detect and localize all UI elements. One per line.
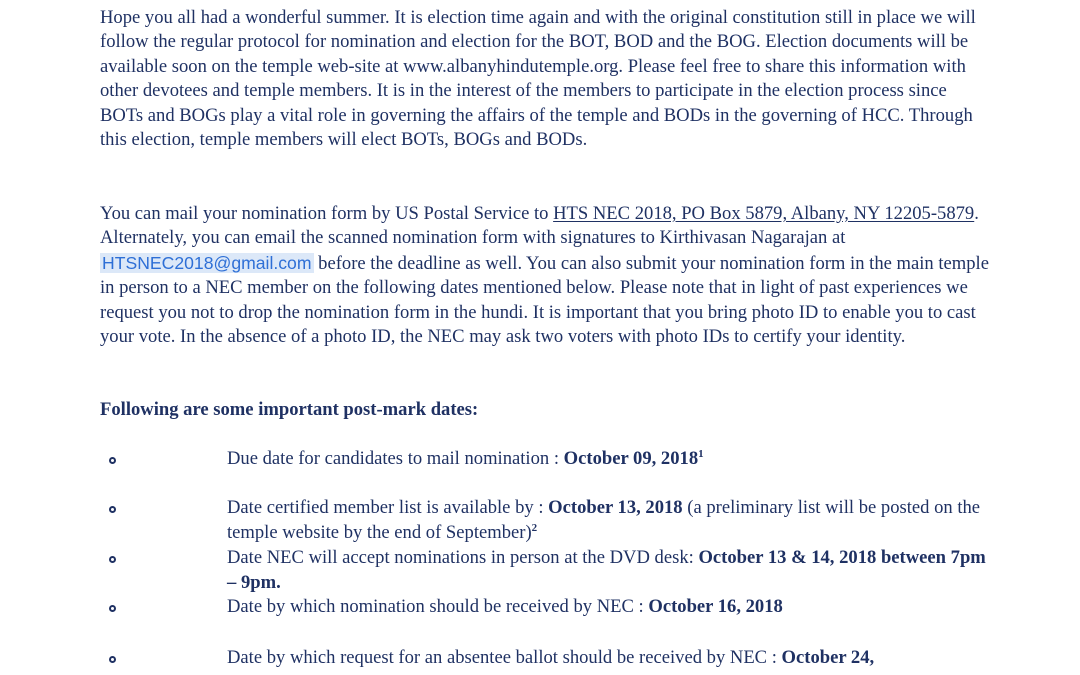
- footnote-marker: 2: [531, 521, 538, 534]
- list-item-text: [227, 496, 997, 545]
- date-label: Due date for candidates to mail nomination :: [227, 448, 564, 469]
- email-link[interactable]: HTSNEC2018@gmail.com: [102, 252, 312, 273]
- list-item-text: [227, 546, 997, 595]
- mail-text-3: before the deadline as well. You can also submit your nomination form in the main temple in person to a NEC member on the following dates mentioned below. Please note that in light of past experiences we request you not to drop the nomination form in the hundi. It is important that you bring photo ID to enable you to cast your vote. In the absence of a photo ID, the NEC may ask two voters with photo IDs to certify your identity.: [100, 252, 989, 348]
- date-label: Date by which nomination should be received by NEC :: [227, 596, 649, 617]
- bullet-icon: [109, 457, 116, 464]
- mail-paragraph: [100, 202, 990, 349]
- date-value: October 13, 2018: [548, 497, 683, 518]
- mail-text-1: You can mail your nomination form by US Postal Service to: [100, 203, 554, 224]
- date-note: (a preliminary list will be posted on the temple website by the end of September): [227, 497, 981, 543]
- bullet-icon: [109, 605, 116, 612]
- mail-text-2: . Alternately, you can email the scanned nomination form with signatures to Kirthivasan Nagarajan at: [100, 203, 979, 249]
- bullet-icon: [109, 656, 116, 663]
- list-item-text: [227, 595, 997, 620]
- date-value: October 16, 2018: [648, 596, 783, 617]
- date-label: Date NEC will accept nominations in person at the DVD desk:: [227, 547, 699, 568]
- list-item-text: [227, 646, 997, 671]
- footnote-marker: 1: [698, 447, 704, 460]
- bullet-icon: [109, 506, 116, 513]
- date-value: October 09, 2018: [563, 448, 699, 469]
- date-value: October 13 & 14, 2018 between 7pm – 9pm.: [227, 547, 986, 593]
- bullet-icon: [109, 556, 116, 563]
- postal-address-link[interactable]: HTS NEC 2018, PO Box 5879, Albany, NY 12205-5879: [553, 203, 975, 224]
- date-value: October 24,: [781, 647, 875, 668]
- intro-paragraph: Hope you all had a wonderful summer. It is election time again and with the original constitution still in place we will follow the regular protocol for nomination and election for the BOT, BOD and the BOG. Election documents will be available soon on the temple web-site at www.albanyhindutemple.org. Please feel free to share this information with other devotees and temple members. It is in the interest of the members to participate in the election process since BOTs and BOGs play a vital role in governing the affairs of the temple and BODs in the governing of HCC. Through this election, temple members will elect BOTs, BOGs and BODs.: [100, 7, 976, 151]
- date-label: Date certified member list is available by :: [227, 497, 549, 518]
- date-label: Date by which request for an absentee ballot should be received by NEC :: [227, 647, 782, 668]
- list-item-text: [227, 447, 997, 472]
- dates-heading: Following are some important post-mark dates:: [100, 399, 479, 420]
